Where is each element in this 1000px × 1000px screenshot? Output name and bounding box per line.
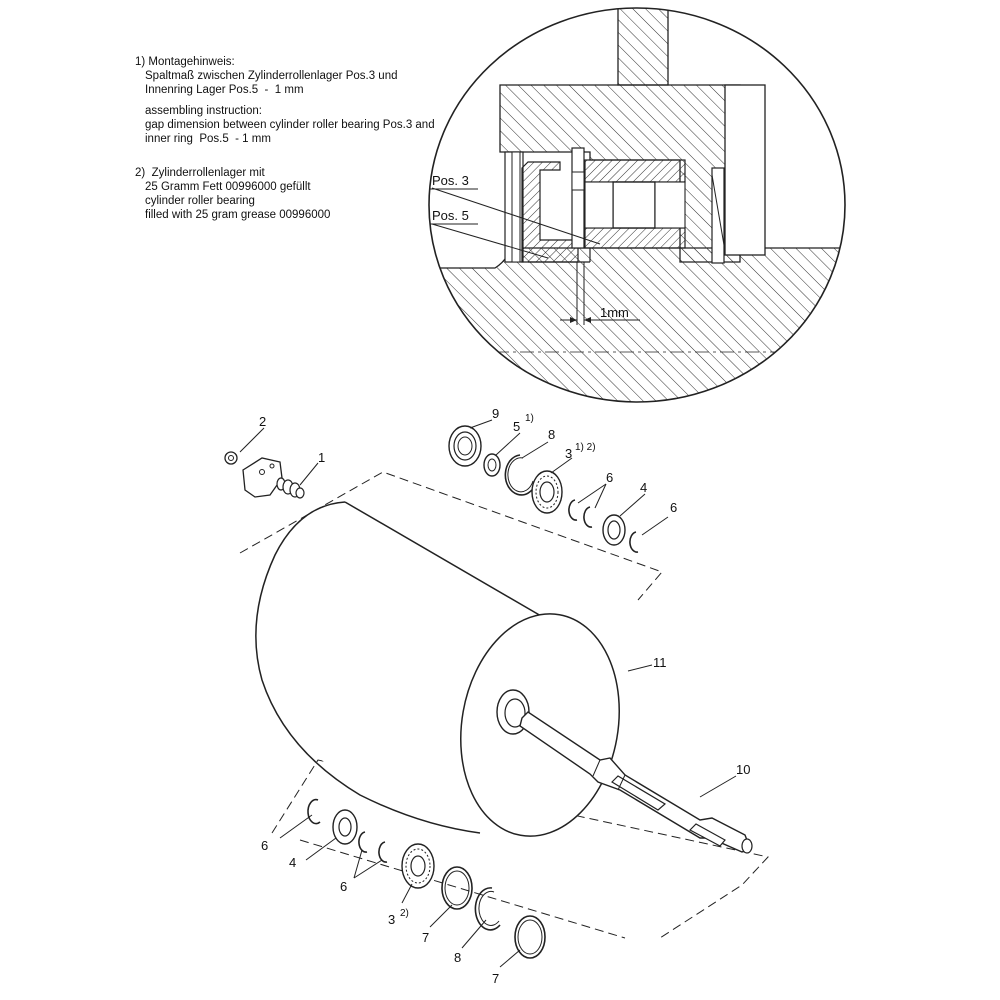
note1-title: 1) Montagehinweis:	[135, 56, 235, 68]
bracket-plate	[243, 458, 282, 497]
part6-circlip-c	[630, 532, 638, 552]
part6-circlip-d	[308, 800, 320, 824]
callout-11: 11	[653, 655, 667, 670]
callout-1: 1	[318, 450, 326, 465]
gap-dimension-label: 1mm	[600, 305, 629, 320]
part6-circlip-e	[359, 832, 367, 852]
callout-3-top-note: 1) 2)	[575, 442, 596, 453]
part1-sensor	[277, 478, 304, 498]
callout-5-note: 1)	[525, 413, 534, 424]
callout-6-top-b: 6	[670, 500, 678, 515]
part8-circlip	[505, 455, 536, 495]
bearing-roller	[613, 182, 655, 228]
part6-circlip-a	[569, 500, 577, 520]
callout-9: 9	[492, 406, 500, 421]
part6-circlip-f	[379, 842, 387, 862]
note2-en-line2: filled with 25 gram grease 00996000	[145, 209, 331, 221]
part6-circlip-b	[584, 507, 592, 527]
callout-3-top: 3	[565, 446, 573, 461]
note2-en-line1: cylinder roller bearing	[145, 195, 255, 207]
housing-stub	[618, 0, 668, 85]
part11-drum	[256, 502, 652, 849]
shaft-section	[420, 248, 845, 410]
callout-4-bottom: 4	[289, 855, 297, 870]
note1-de-line1: Spaltmaß zwischen Zylinderrollenlager Pos.3 und	[145, 70, 398, 82]
note2-title: 2) Zylinderrollenlager mit	[135, 167, 265, 179]
note1-en-line1: assembling instruction:	[145, 105, 262, 117]
sensor-bracket-group	[225, 428, 318, 498]
callout-5: 5	[513, 419, 521, 434]
note1-en-line2: gap dimension between cylinder roller bearing Pos.3 and	[145, 119, 435, 131]
pos5-label: Pos. 5	[432, 208, 469, 223]
callout-6-bottom-b: 6	[340, 879, 348, 894]
callout-4-top: 4	[640, 480, 648, 495]
callout-2: 2	[259, 414, 267, 429]
callout-6-top-a: 6	[606, 470, 614, 485]
part7-ring-b	[515, 916, 545, 958]
assembly-notes	[135, 55, 495, 222]
callout-8-top: 8	[548, 427, 556, 442]
top-parts-row	[449, 420, 668, 552]
inner-ring-pos5	[522, 162, 578, 262]
callout-3-bottom-note: 2)	[400, 908, 409, 919]
note2-de-line1: 25 Gramm Fett 00996000 gefüllt	[145, 181, 311, 193]
note1-de-line2: Innenring Lager Pos.5 - 1 mm	[145, 84, 304, 96]
note1-en-line3: inner ring Pos.5 - 1 mm	[145, 133, 271, 145]
pos3-label: Pos. 3	[432, 173, 469, 188]
callout-7-bottom-b: 7	[492, 971, 500, 986]
callout-8-bottom: 8	[454, 950, 462, 965]
callout-10: 10	[736, 762, 751, 777]
part7-ring-a	[442, 867, 472, 909]
callout-6-bottom-a: 6	[261, 838, 269, 853]
callout-3-bottom: 3	[388, 912, 396, 927]
callout-7-bottom-a: 7	[422, 930, 430, 945]
bearing-outer-ring	[585, 160, 685, 182]
